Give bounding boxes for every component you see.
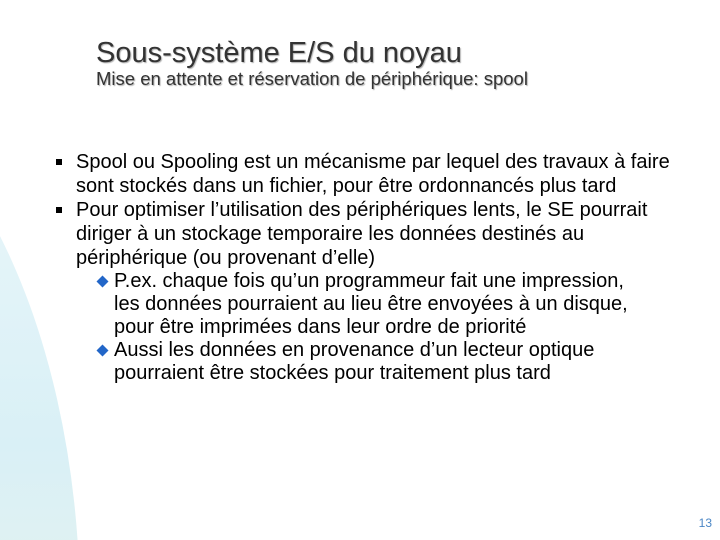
slide-body (56, 150, 686, 385)
bullet-item (56, 198, 686, 385)
sub-bullet-item (96, 339, 686, 385)
page-number: 13 (698, 516, 712, 530)
sub-bullet-text: P.ex. chaque fois qu’un programmeur fait une impression, les données pourraient au lieu être envoyées à un disque, pour être imprimées dans leur ordre de priorité (114, 270, 628, 338)
sub-bullet-list (96, 270, 686, 385)
sub-bullet-text: Aussi les données en provenance d’un lecteur optique pourraient être stockées pour traitement plus tard (114, 339, 595, 384)
bullet-text (76, 198, 686, 385)
bullet-item (56, 150, 686, 198)
diamond-bullet-icon (96, 275, 114, 288)
sub-bullet-item (96, 270, 686, 339)
bullet-text: Spool ou Spooling est un mécanisme par lequel des travaux à faire sont stockés dans un fichier, pour être ordonnancés plus tard (76, 151, 670, 197)
slide-title: Sous-système E/S du noyau (96, 37, 462, 69)
square-bullet-icon (56, 159, 62, 165)
bullet-text-line: Pour optimiser l’utilisation des périphériques lents, le SE pourrait diriger à un stockage temporaire les données destinés au périphérique (ou provenant d’elle) (76, 199, 648, 269)
square-bullet-icon (56, 207, 62, 213)
diamond-bullet-icon (96, 344, 114, 357)
slide-subtitle: Mise en attente et réservation de périphérique: spool (96, 68, 528, 89)
